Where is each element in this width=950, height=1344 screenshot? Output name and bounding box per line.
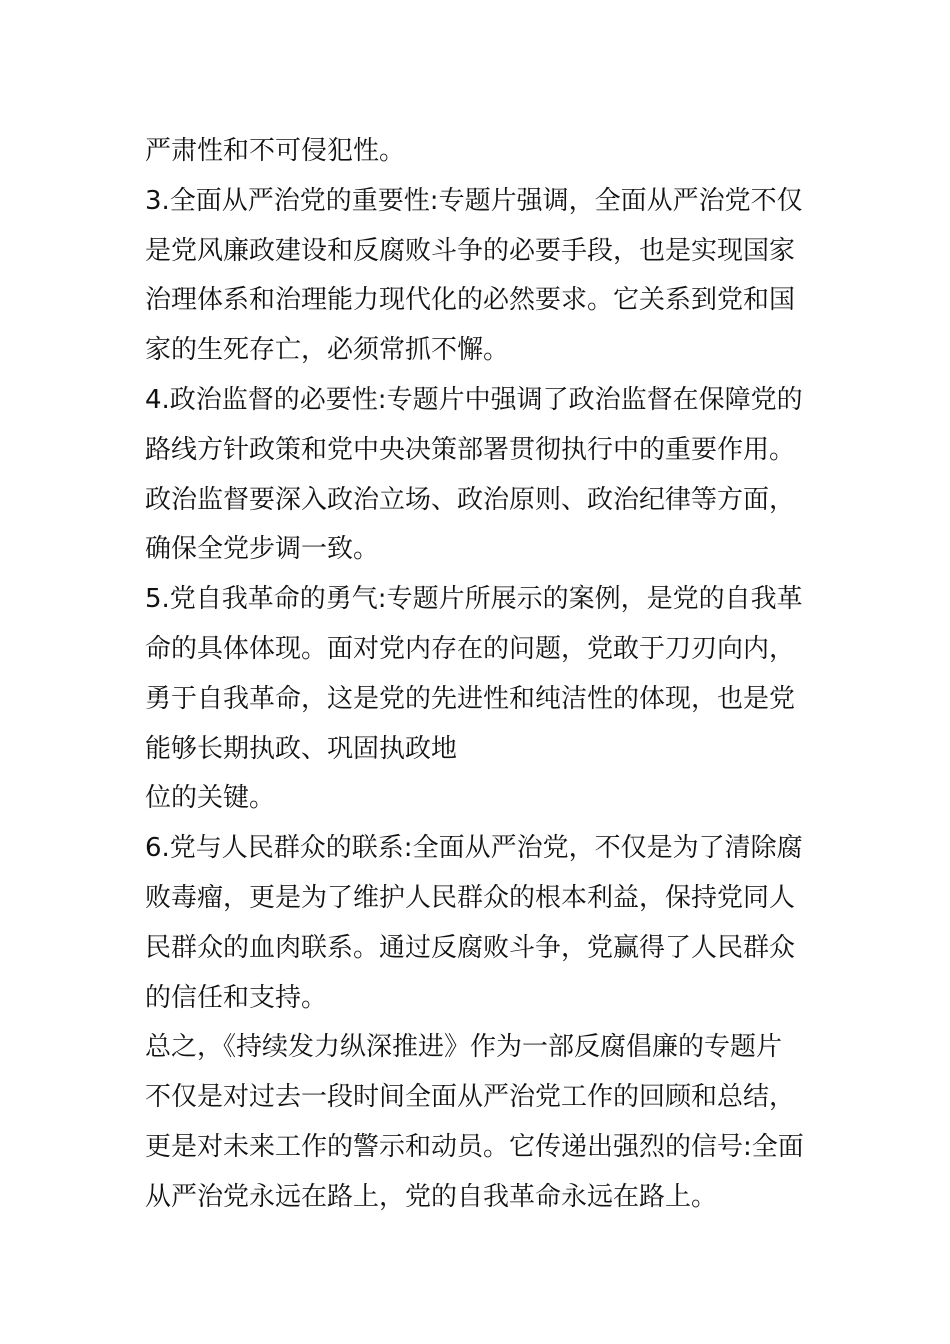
text-line: 更是对未来工作的警示和动员。它传递出强烈的信号:全面 xyxy=(145,1131,804,1162)
text-line: 位的关键。 xyxy=(145,783,276,814)
text-line: 6.党与人民群众的联系:全面从严治党，不仅是为了清除腐 xyxy=(145,833,803,864)
text-line: 的信任和支持。 xyxy=(145,982,328,1013)
text-line: 治理体系和治理能力现代化的必然要求。它关系到党和国 xyxy=(145,285,796,316)
text-line: 不仅是对过去一段时间全面从严治党工作的回顾和总结， xyxy=(145,1082,796,1113)
text-line: 3.全面从严治党的重要性:专题片强调，全面从严治党不仅 xyxy=(145,185,803,216)
text-line: 路线方针政策和党中央决策部署贯彻执行中的重要作用。 xyxy=(145,434,796,465)
text-line: 能够长期执政、巩固执政地 xyxy=(145,733,458,764)
text-line: 4.政治监督的必要性:专题片中强调了政治监督在保障党的 xyxy=(145,384,803,415)
text-line: 民群众的血肉联系。通过反腐败斗争，党赢得了人民群众 xyxy=(145,932,796,963)
text-line: 家的生死存亡，必须常抓不懈。 xyxy=(145,335,510,366)
text-line: 败毒瘤，更是为了维护人民群众的根本利益，保持党同人 xyxy=(145,882,796,913)
text-line: 勇于自我革命，这是党的先进性和纯洁性的体现，也是党 xyxy=(145,683,796,714)
text-line: 是党风廉政建设和反腐败斗争的必要手段，也是实现国家 xyxy=(145,235,796,266)
text-line: 政治监督要深入政治立场、政治原则、政治纪律等方面， xyxy=(145,484,796,515)
text-line: 严肃性和不可侵犯性。 xyxy=(145,136,406,166)
text-line: 总之，《持续发力纵深推进》作为一部反腐倡廉的专题片 xyxy=(145,1032,783,1063)
text-line: 命的具体体现。面对党内存在的问题，党敢于刀刃向内， xyxy=(145,633,796,664)
body-text xyxy=(145,127,815,1223)
text-line: 确保全党步调一致。 xyxy=(145,534,380,565)
text-line: 5.党自我革命的勇气:专题片所展示的案例，是党的自我革 xyxy=(145,584,803,615)
text-line: 从严治党永远在路上，党的自我革命永远在路上。 xyxy=(145,1181,718,1212)
